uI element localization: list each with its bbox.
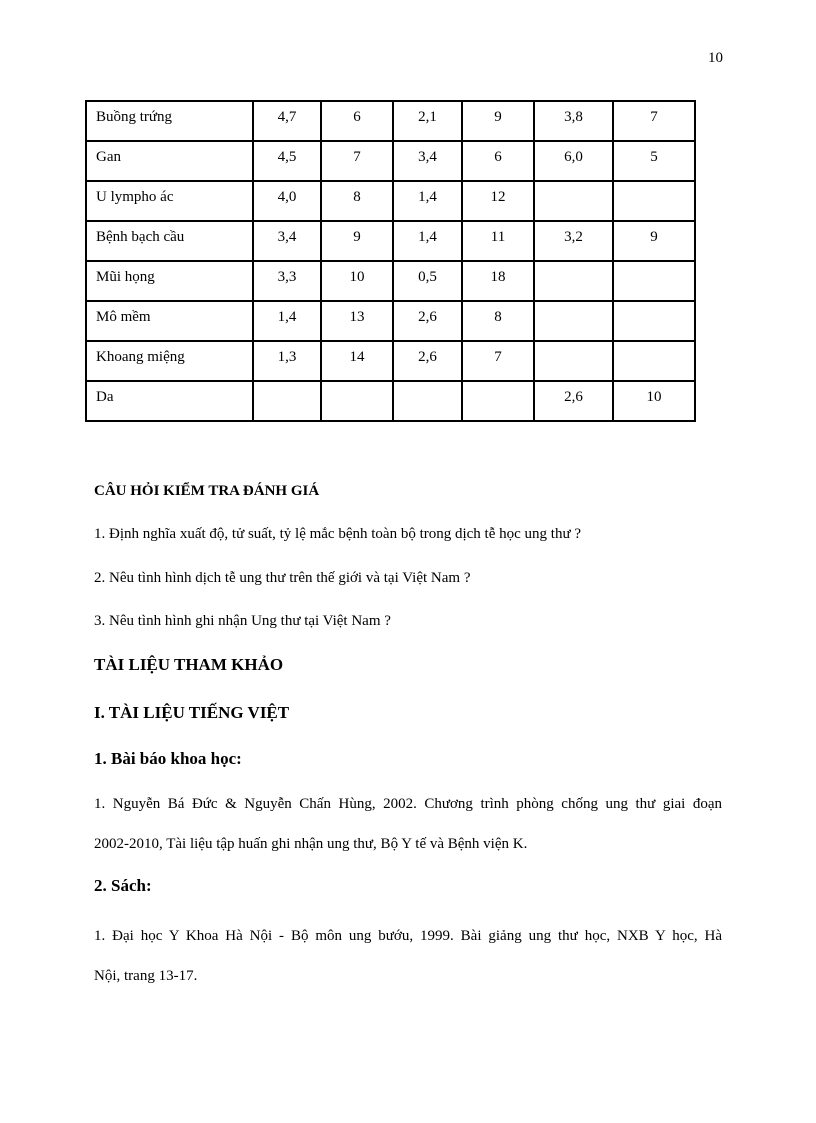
page-number: 10 (708, 50, 723, 66)
row-label-cell (86, 141, 253, 181)
cell-value: 1,4 (418, 189, 437, 205)
value-cell (534, 341, 613, 381)
cell-value: 1,4 (277, 309, 297, 325)
cell-value (254, 382, 320, 389)
value-cell (321, 101, 393, 141)
article-reference-1 (94, 794, 722, 874)
value-cell (534, 381, 613, 421)
cell-value (394, 382, 461, 389)
table-row (86, 301, 695, 341)
value-cell (613, 181, 695, 221)
value-cell (462, 261, 534, 301)
row-label: Bệnh bạch cầu (96, 229, 185, 245)
book-reference-1 (94, 926, 722, 1006)
row-label-cell (86, 181, 253, 221)
value-cell (321, 341, 393, 381)
cell-value: 8 (353, 189, 361, 205)
cell-value: 9 (494, 109, 502, 125)
vietnamese-references-heading: I. TÀI LIỆU TIẾNG VIỆT (94, 703, 290, 722)
table-row (86, 221, 695, 261)
value-cell (462, 101, 534, 141)
cell-value (614, 342, 694, 349)
cell-value: 2,1 (418, 109, 437, 125)
value-cell (613, 101, 695, 141)
row-label-cell (86, 301, 253, 341)
value-cell (253, 181, 321, 221)
value-cell (253, 221, 321, 261)
cell-value: 4,5 (277, 149, 297, 165)
articles-heading: 1. Bài báo khoa học: (94, 749, 242, 768)
value-cell (393, 221, 462, 261)
cell-value: 4,7 (277, 109, 297, 125)
value-cell (321, 261, 393, 301)
value-cell (613, 141, 695, 181)
value-cell (253, 381, 321, 421)
row-label: Gan (96, 149, 121, 165)
cell-value: 7 (650, 109, 658, 125)
value-cell (321, 301, 393, 341)
cell-value (535, 342, 612, 349)
row-label-cell (86, 381, 253, 421)
cell-value: 2,6 (564, 389, 583, 405)
cell-value: 18 (490, 269, 506, 285)
cell-value: 7 (353, 149, 361, 165)
references-heading: TÀI LIỆU THAM KHẢO (94, 655, 284, 674)
row-label-cell (86, 261, 253, 301)
cell-value: 9 (650, 229, 658, 245)
cell-value: 3,3 (277, 269, 297, 285)
row-label: Mô mềm (96, 309, 151, 325)
cell-value (535, 262, 612, 269)
table-row (86, 101, 695, 141)
value-cell (534, 101, 613, 141)
cell-value: 10 (646, 389, 662, 405)
value-cell (613, 261, 695, 301)
row-label: Buồng trứng (96, 109, 173, 125)
cell-value: 6,0 (564, 149, 583, 165)
table-row (86, 261, 695, 301)
cell-value: 11 (490, 229, 506, 245)
value-cell (253, 301, 321, 341)
cell-value (614, 302, 694, 309)
cell-value: 3,8 (564, 109, 583, 125)
cancer-incidence-table (85, 100, 696, 422)
row-label: Khoang miệng (96, 349, 185, 365)
cell-value: 3,4 (277, 229, 297, 245)
cell-value: 7 (494, 349, 502, 365)
cell-value: 2,6 (418, 349, 437, 365)
review-question-2: 2. Nêu tình hình dịch tễ ung thư trên thế giới và tại Việt Nam ? (94, 570, 471, 586)
book-reference-1-line-1: 1. Đại học Y Khoa Hà Nội - Bộ môn ung bướu, 1999. Bài giảng ung thư học, NXB Y học, Hà (94, 928, 722, 944)
cell-value: 6 (494, 149, 502, 165)
books-heading: 2. Sách: (94, 876, 152, 895)
value-cell (393, 141, 462, 181)
value-cell (462, 301, 534, 341)
cell-value: 13 (349, 309, 365, 325)
cell-value: 1,4 (418, 229, 437, 245)
value-cell (462, 381, 534, 421)
cell-value: 2,6 (418, 309, 437, 325)
cell-value: 1,3 (277, 349, 297, 365)
cell-value: 6 (353, 109, 361, 125)
value-cell (534, 261, 613, 301)
value-cell (534, 181, 613, 221)
row-label-cell (86, 341, 253, 381)
value-cell (321, 221, 393, 261)
value-cell (534, 221, 613, 261)
value-cell (462, 341, 534, 381)
row-label: Mũi họng (96, 269, 155, 285)
row-label-cell (86, 101, 253, 141)
value-cell (393, 381, 462, 421)
value-cell (393, 341, 462, 381)
cell-value (614, 262, 694, 269)
value-cell (534, 301, 613, 341)
cell-value: 3,4 (418, 149, 437, 165)
table-body (86, 101, 695, 421)
review-question-3: 3. Nêu tình hình ghi nhận Ung thư tại Việt Nam ? (94, 613, 391, 629)
table-row (86, 341, 695, 381)
cell-value: 12 (490, 189, 506, 205)
cell-value (322, 382, 392, 389)
table-row (86, 141, 695, 181)
cell-value: 10 (349, 269, 365, 285)
cell-value: 4,0 (277, 189, 297, 205)
value-cell (393, 301, 462, 341)
value-cell (393, 101, 462, 141)
cell-value (463, 382, 533, 389)
value-cell (253, 101, 321, 141)
row-label: Da (96, 389, 114, 405)
value-cell (613, 301, 695, 341)
value-cell (253, 141, 321, 181)
book-reference-1-line-2: Nội, trang 13-17. (94, 968, 198, 984)
value-cell (393, 181, 462, 221)
row-label: U lympho ác (96, 189, 174, 205)
article-reference-1-line-2: 2002-2010, Tài liệu tập huấn ghi nhận ung thư, Bộ Y tế và Bệnh viện K. (94, 836, 528, 852)
review-question-1: 1. Định nghĩa xuất độ, tử suất, tỷ lệ mắc bệnh toàn bộ trong dịch tễ học ung thư ? (94, 526, 581, 542)
cell-value (535, 302, 612, 309)
cell-value: 8 (494, 309, 502, 325)
table-row (86, 381, 695, 421)
value-cell (613, 221, 695, 261)
value-cell (462, 141, 534, 181)
cell-value (614, 182, 694, 189)
value-cell (321, 181, 393, 221)
review-questions-heading: CÂU HỎI KIỂM TRA ĐÁNH GIÁ (94, 483, 320, 499)
cell-value: 3,2 (564, 229, 583, 245)
value-cell (393, 261, 462, 301)
value-cell (321, 381, 393, 421)
cell-value: 14 (349, 349, 365, 365)
value-cell (534, 141, 613, 181)
value-cell (253, 261, 321, 301)
cell-value (535, 182, 612, 189)
article-reference-1-line-1: 1. Nguyễn Bá Đức & Nguyễn Chấn Hùng, 2002. Chương trình phòng chống ung thư giai đoạn (94, 796, 722, 812)
cell-value: 9 (353, 229, 361, 245)
value-cell (321, 141, 393, 181)
row-label-cell (86, 221, 253, 261)
cell-value: 0,5 (418, 269, 437, 285)
table-row (86, 181, 695, 221)
value-cell (613, 341, 695, 381)
value-cell (253, 341, 321, 381)
value-cell (613, 381, 695, 421)
cell-value: 5 (650, 149, 658, 165)
value-cell (462, 181, 534, 221)
value-cell (462, 221, 534, 261)
